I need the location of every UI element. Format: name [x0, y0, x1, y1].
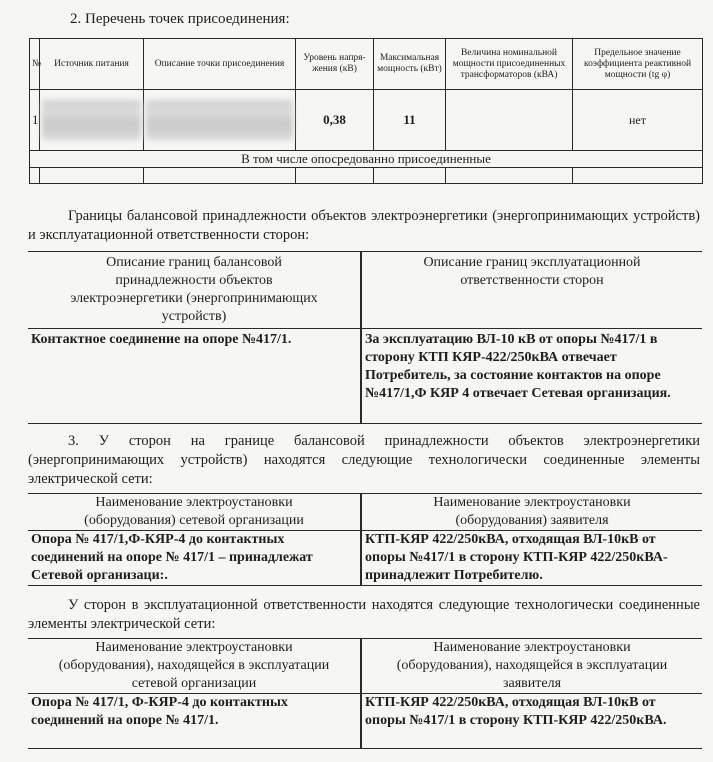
redacted-source: [40, 90, 144, 151]
section-3-table: [28, 493, 702, 586]
table-row: [30, 168, 703, 184]
operational-table: [28, 638, 702, 749]
operational-intro: У сторон в эксплуатационной ответственности находятся следующие технологически соединенные элементы электрической сети:: [28, 597, 700, 632]
header-num: №: [30, 39, 40, 90]
section3-col2-value: КТП-КЯР 422/250кВА, отходящая ВЛ-10кВ от опоры №417/1 в сторону КТП-КЯР 422/250кВА-принадлежит Потребителю.: [361, 531, 702, 586]
balance-col1-value: Контактное соединение на опоре №417/1.: [28, 329, 361, 424]
row-num: 1: [30, 90, 40, 151]
section3-col1-value: Опора № 417/1,Ф-КЯР-4 до контактных соединений на опоре № 417/1 – принадлежат Сетевой организаци:.: [28, 531, 361, 586]
balance-intro: Границы балансовой принадлежности объектов электроэнергетики (энергопринимающих устройств) и эксплуатационной ответственности сторон:: [28, 208, 700, 243]
indirect-label: В том числе опосредованно присоединенные: [30, 151, 703, 168]
redaction-blur: [42, 100, 141, 140]
section-3-intro: 3. У сторон на границе балансовой принадлежности объектов электроэнергетики (энергопринимающих устройств) находятся следующие технологически соединенные элементы электрической сети:: [28, 433, 700, 487]
balance-col2-value: За эксплуатацию ВЛ-10 кВ от опоры №417/1 в сторону КТП КЯР-422/250кВА отвечает Потребитель, за состояние контактов на опоре №417/1,Ф КЯР 4 отвечает Сетевая организация.: [361, 329, 702, 424]
header-point: Описание точки присоединения: [144, 39, 296, 90]
section-2-title: 2. Перечень точек присоединения:: [70, 11, 290, 27]
header-voltage: Уровень напря-жения (кВ): [296, 39, 374, 90]
balance-col2-header: Описание границ эксплуатационной ответственности сторон: [361, 252, 702, 329]
redacted-point: [144, 90, 296, 151]
operational-col2-value: КТП-КЯР 422/250кВА, отходящая ВЛ-10кВ от опоры №417/1 в сторону КТП-КЯР 422/250кВА.: [361, 694, 702, 749]
row-transformer: [446, 90, 573, 151]
table-row: [30, 151, 703, 168]
section3-col1-header: Наименование электроустановки (оборудования) сетевой организации: [28, 494, 361, 531]
header-reactive: Предельное значение коэффициента реактивной мощности (tg φ): [573, 39, 703, 90]
row-power: 11: [374, 90, 446, 151]
row-voltage: 0,38: [296, 90, 374, 151]
balance-col1-header: Описание границ балансовой принадлежности объектов электроэнергетики (энергопринимающих устройств): [28, 252, 361, 329]
section3-col2-header: Наименование электроустановки (оборудования) заявителя: [361, 494, 702, 531]
header-power: Максимальная мощность (кВт): [374, 39, 446, 90]
connection-points-table: [29, 38, 703, 184]
operational-col1-value: Опора № 417/1, Ф-КЯР-4 до контактных соединений на опоре № 417/1.: [28, 694, 361, 749]
row-reactive: нет: [573, 90, 703, 151]
redaction-blur: [146, 100, 293, 140]
header-source: Источник питания: [40, 39, 144, 90]
header-transformer: Величина номинальной мощности присоединенных трансформаторов (кВА): [446, 39, 573, 90]
operational-col2-header: Наименование электроустановки (оборудования), находящейся в эксплуатации заявителя: [361, 639, 702, 694]
table-row: [30, 90, 703, 151]
balance-table: [28, 251, 702, 424]
operational-col1-header: Наименование электроустановки (оборудования), находящейся в эксплуатации сетевой организации: [28, 639, 361, 694]
